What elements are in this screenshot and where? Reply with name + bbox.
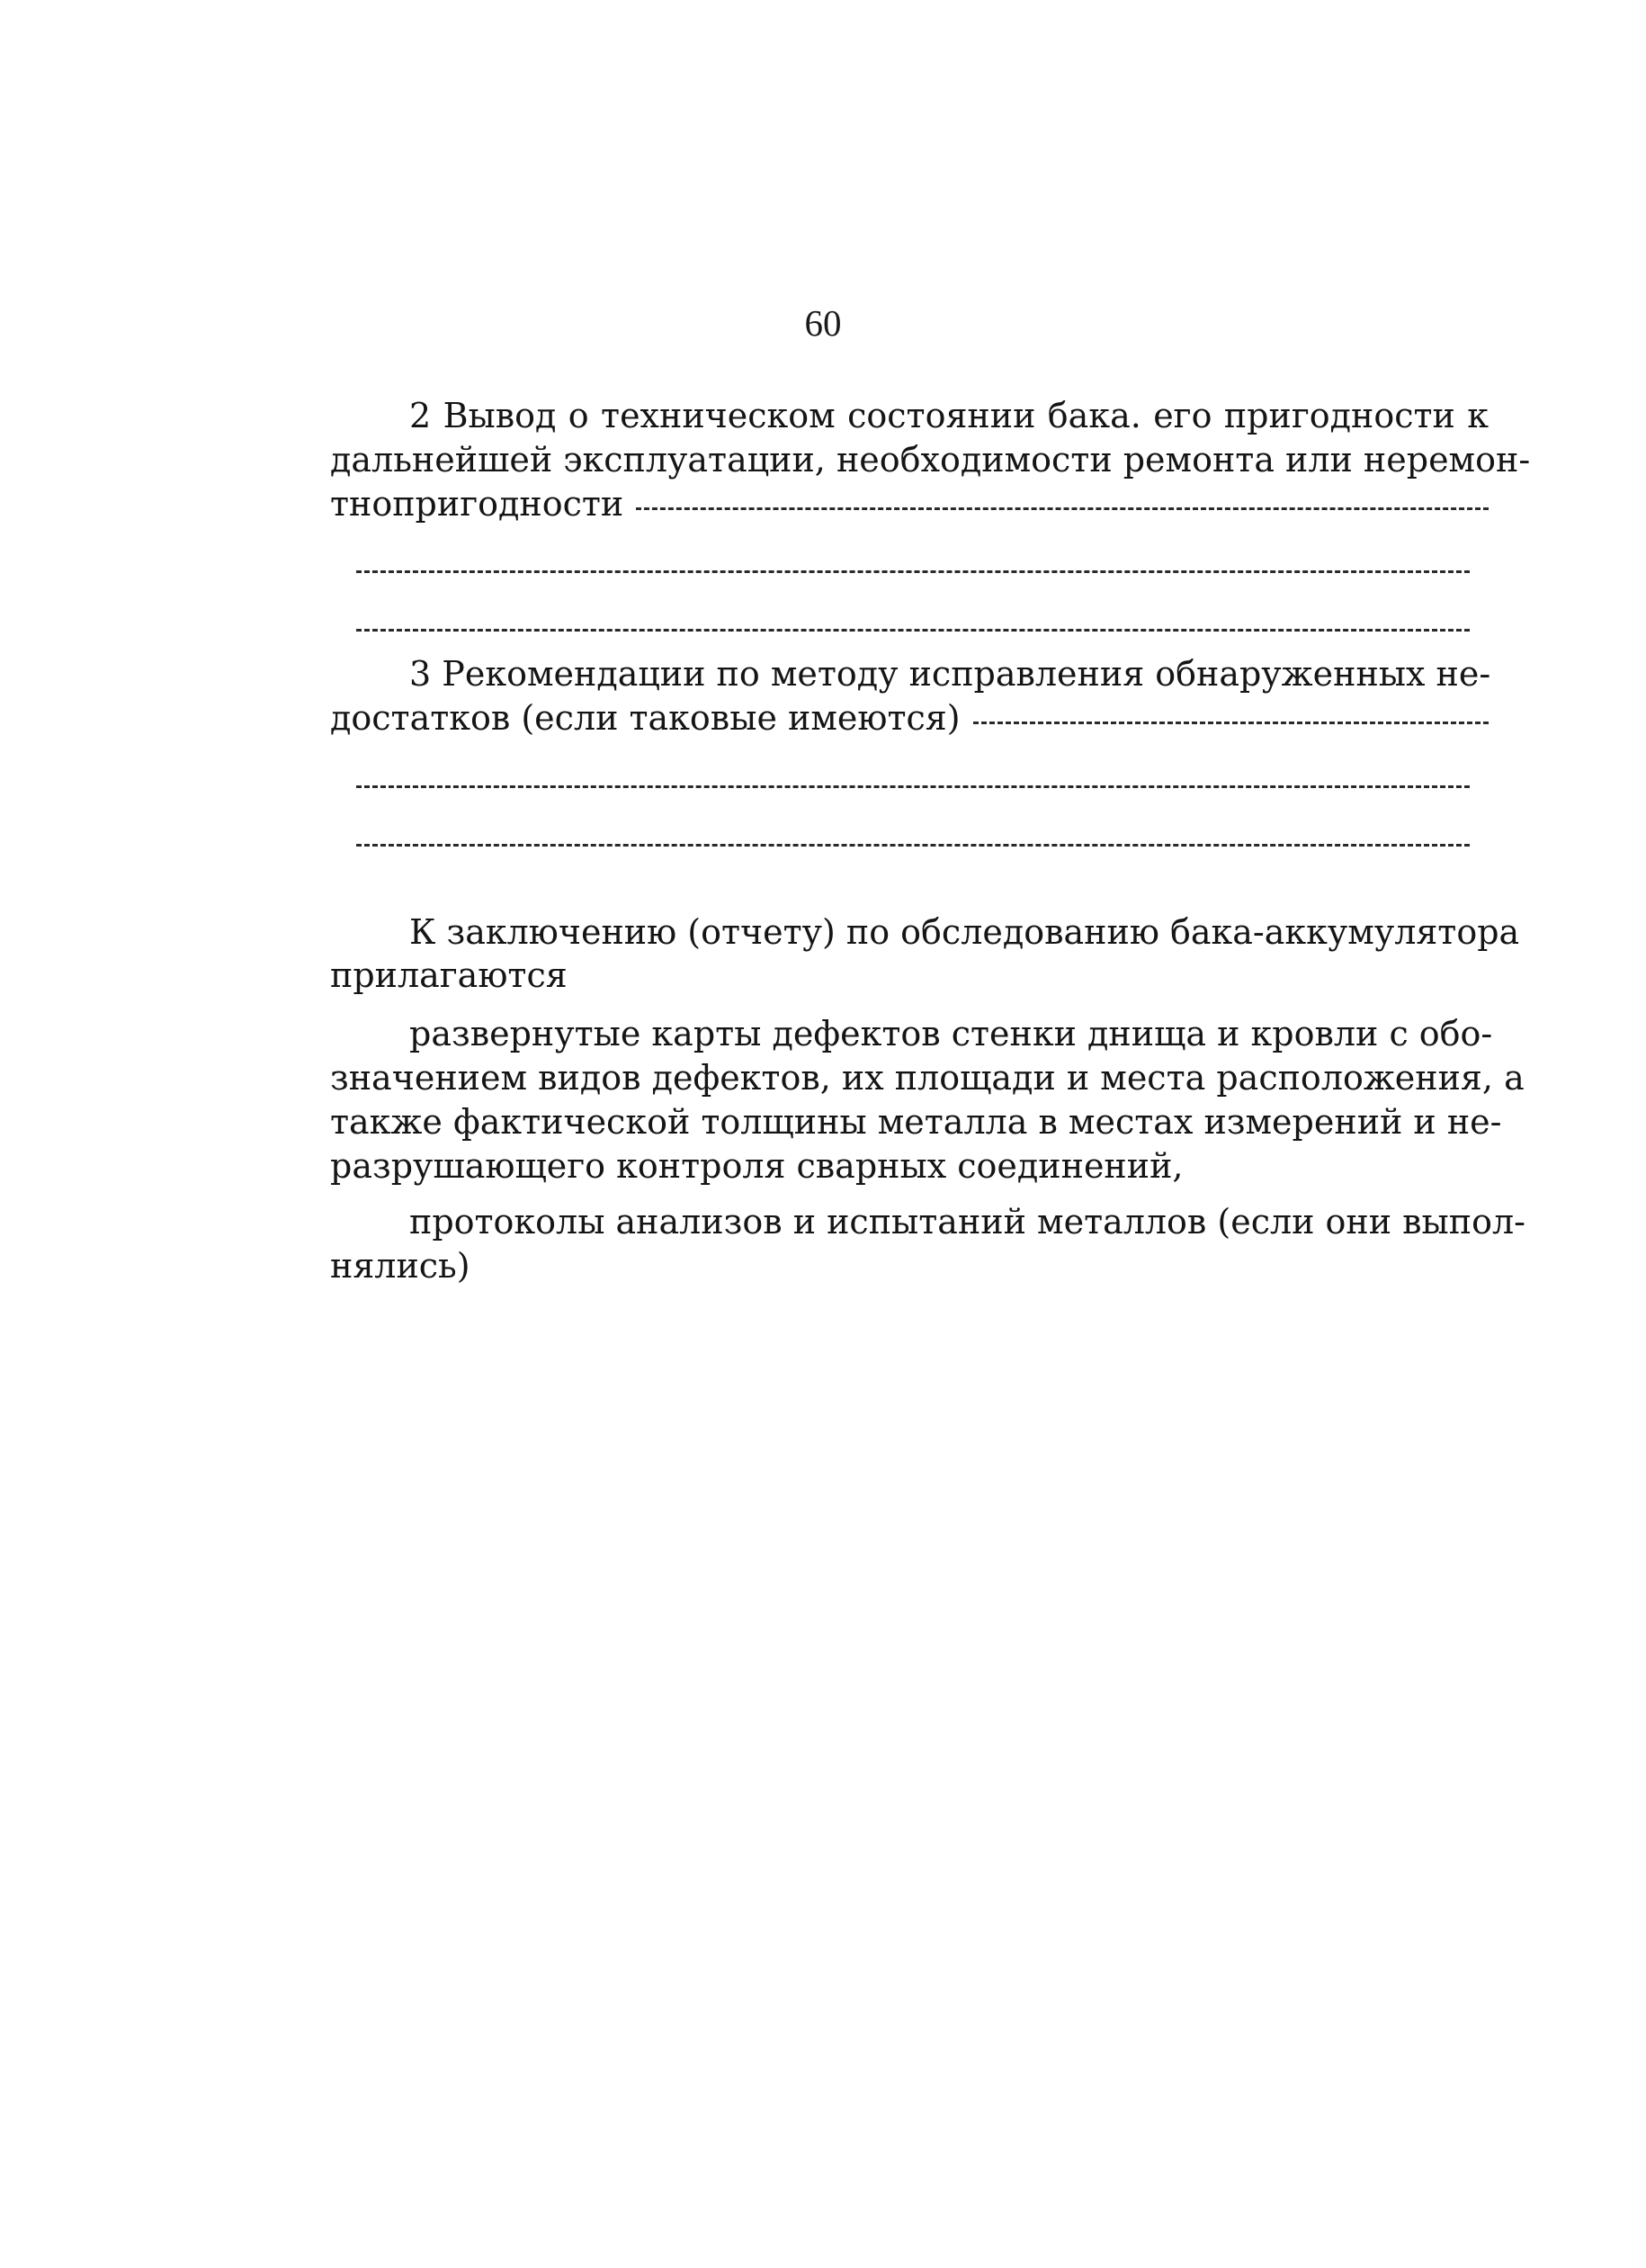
answer-blank-line[interactable] xyxy=(356,570,1470,573)
attachments-intro-line-1: К заключению (отчету) по обследованию бака-аккумулятора xyxy=(409,912,1520,952)
attachment-item-1-line-3: также фактической толщины металла в местах измерений и не- xyxy=(330,1102,1502,1142)
attachment-item-1-line-1: развернутые карты дефектов стенки днища и кровли с обо- xyxy=(409,1014,1493,1053)
attachment-item-1-line-2: значением видов дефектов, их площади и места расположения, а xyxy=(330,1058,1525,1098)
section-2-line-3-row xyxy=(330,482,1489,525)
attachment-item-1-line-4: разрушающего контроля сварных соединений, xyxy=(330,1146,1184,1186)
answer-fill-line[interactable] xyxy=(636,507,1489,510)
section-3-line-2: достатков (если таковые имеются) xyxy=(330,698,961,738)
page-number: 60 xyxy=(804,302,842,344)
answer-blank-line[interactable] xyxy=(356,629,1470,632)
attachments-intro-line-2: прилагаются xyxy=(330,955,568,995)
section-3-line-2-row xyxy=(330,696,1489,740)
section-2-line-1: 2 Вывод о техническом состоянии бака. его пригодности к xyxy=(409,396,1489,435)
recommendation-blank-line[interactable] xyxy=(356,785,1470,788)
recommendation-fill-line[interactable] xyxy=(973,722,1489,724)
recommendation-blank-line[interactable] xyxy=(356,844,1470,847)
section-2-line-3: тнопригодности xyxy=(330,484,624,524)
attachment-item-2-line-2: нялись) xyxy=(330,1246,470,1286)
section-3-line-1: 3 Рекомендации по методу исправления обнаруженных не- xyxy=(409,654,1491,694)
section-2-line-2: дальнейшей эксплуатации, необходимости ремонта или неремон- xyxy=(330,440,1531,480)
attachment-item-2-line-1: протоколы анализов и испытаний металлов (если они выпол- xyxy=(409,1202,1525,1242)
